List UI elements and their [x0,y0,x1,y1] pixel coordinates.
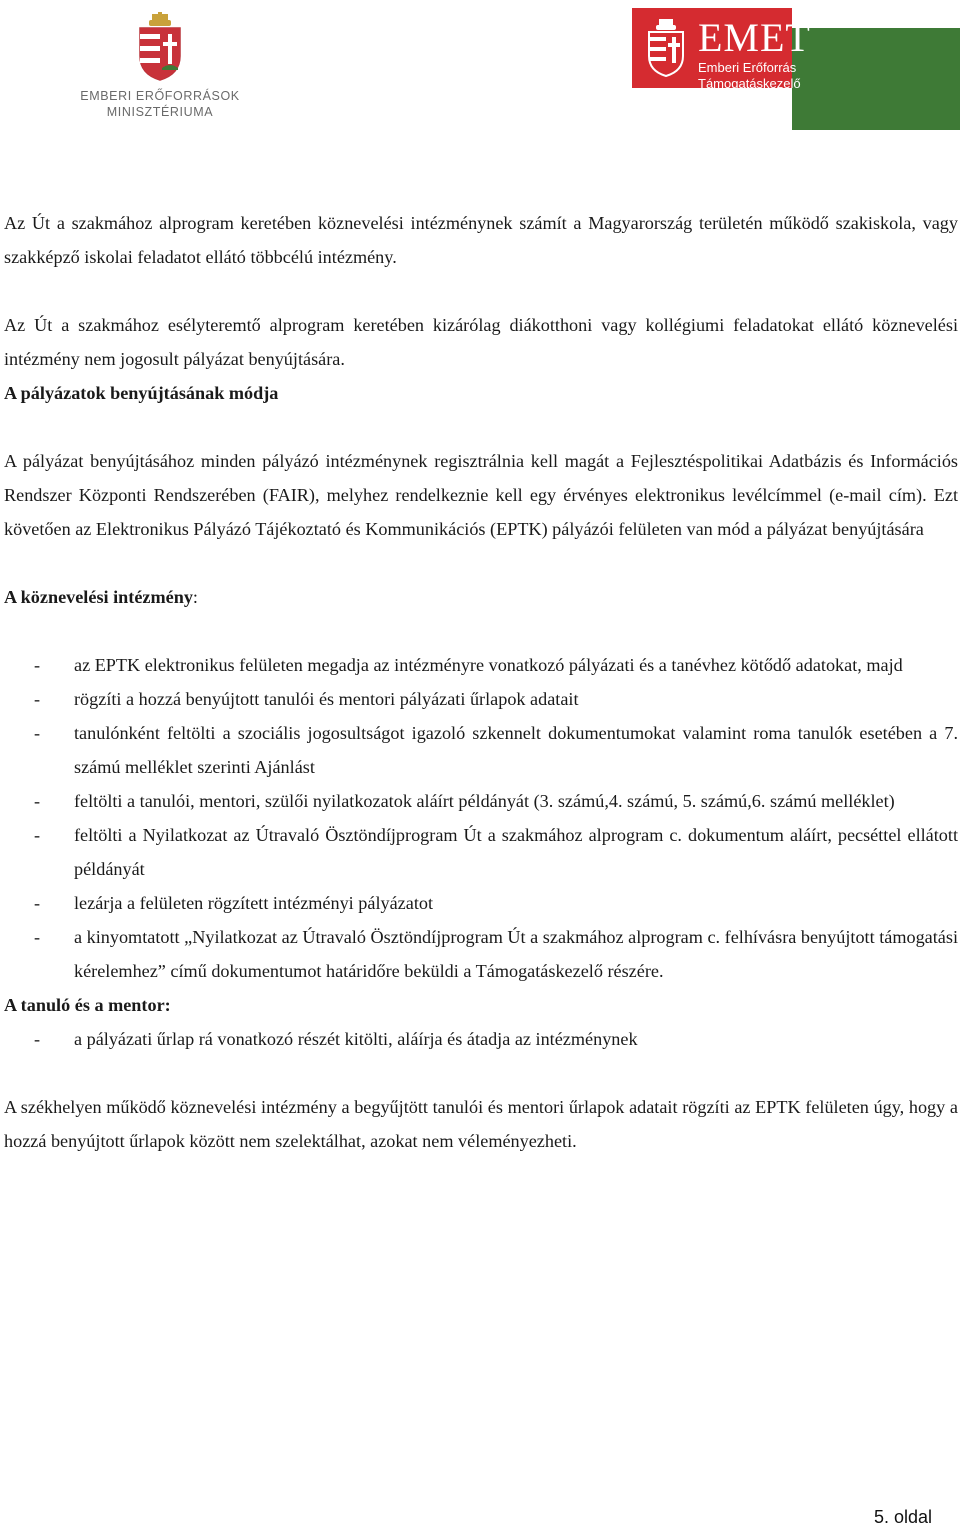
ministry-name [78,88,242,120]
student-task-list [4,1022,958,1056]
heading-student-mentor: A tanuló és a mentor: [4,995,171,1015]
list-item [4,920,958,988]
list-item-text: rögzíti a hozzá benyújtott tanulói és mentori pályázati űrlapok adatait [74,689,579,709]
list-dash: - [34,1029,41,1049]
list-item-text: lezárja a felületen rögzített intézményi pályázatot [74,893,434,913]
list-dash: - [34,655,41,675]
list-item-text: az EPTK elektronikus felületen megadja az intézményre vonatkozó pályázati és a tanévhez kötődő adatokat, majd [74,655,903,675]
list-dash: - [34,791,41,811]
emet-subtitle-line2: Támogatáskezelő [698,76,801,91]
list-dash: - [34,825,41,845]
heading-institution-text: A köznevelési intézmény [4,587,193,607]
list-item [4,648,958,682]
list-item [4,1022,958,1056]
heading-institution-colon: : [192,587,198,607]
paragraph-data-entry: A székhelyen működő köznevelési intézmény a begyűjtött tanulói és mentori űrlapok adatait rögzíti az EPTK felületen úgy, hogy a hozzá benyújtott űrlapok között nem szelektálhat, azokat nem véleményezheti. [4,1097,958,1151]
document-body [4,206,958,1158]
hungarian-coat-of-arms-icon [136,12,184,82]
list-item-text: feltölti a tanulói, mentori, szülői nyilatkozatok aláírt példányát (3. számú,4. számú, 5. számú,6. számú melléklet) [74,791,895,811]
list-item [4,716,958,784]
page-number: 5. oldal [873,1507,932,1527]
page-header [0,0,960,130]
heading-submission-method: A pályázatok benyújtásának módja [4,383,279,403]
ministry-name-line1: EMBERI ERŐFORRÁSOK [80,89,240,103]
emet-crest-icon [646,18,686,78]
list-item-text: a pályázati űrlap rá vonatkozó részét kitölti, aláírja és átadja az intézménynek [74,1029,638,1049]
list-item-text: feltölti a Nyilatkozat az Útravaló Ösztöndíjprogram Út a szakmához alprogram c. dokumentum aláírt, pecséttel ellátott példányát [74,825,958,879]
list-item [4,784,958,818]
list-dash: - [34,927,41,947]
list-dash: - [34,893,41,913]
list-dash: - [34,689,41,709]
emet-title: EMET [698,15,811,60]
heading-institution [4,580,958,614]
institution-task-list [4,648,958,988]
paragraph-eligibility: Az Út a szakmához alprogram keretében köznevelési intézménynek számít a Magyarország területén működő szakiskola, vagy szakképző iskolai feladatot ellátó többcélú intézmény. [4,213,958,267]
ministry-logo [78,12,242,124]
emet-subtitle-line1: Emberi Erőforrás [698,60,797,75]
list-item-text: tanulónként feltölti a szociális jogosultságot igazoló szkennelt dokumentumokat valamint roma tanulók esetében a 7. számú melléklet szerinti Ajánlást [74,723,958,777]
paragraph-exclusion: Az Út a szakmához esélyteremtő alprogram keretében kizárólag diákotthoni vagy kollégiumi feladatokat ellátó köznevelési intézmény nem jogosult pályázat benyújtására. [4,315,958,369]
emet-logo [632,8,960,130]
ministry-name-line2: MINISZTÉRIUMA [106,105,214,119]
emet-green-block [792,28,960,130]
paragraph-registration: A pályázat benyújtásához minden pályázó intézménynek regisztrálnia kell magát a Fejlesztéspolitikai Adatbázis és Információs Rendszer Központi Rendszerében (FAIR), melyhez rendelkeznie kell egy érvényes elektronikus levélcímmel (e-mail cím). Ezt követően az Elektronikus Pályázó Tájékoztató és Kommunikációs (EPTK) pályázói felületen van mód a pályázat benyújtására [4,451,958,539]
list-item-text: a kinyomtatott „Nyilatkozat az Útravaló Ösztöndíjprogram Út a szakmához alprogram c. felhívásra benyújtott támogatási kérelemhez” című dokumentumot határidőre beküldi a Támogatáskezelő részére. [74,927,958,981]
list-dash: - [34,723,41,743]
list-item [4,818,958,886]
list-item [4,886,958,920]
list-item [4,682,958,716]
